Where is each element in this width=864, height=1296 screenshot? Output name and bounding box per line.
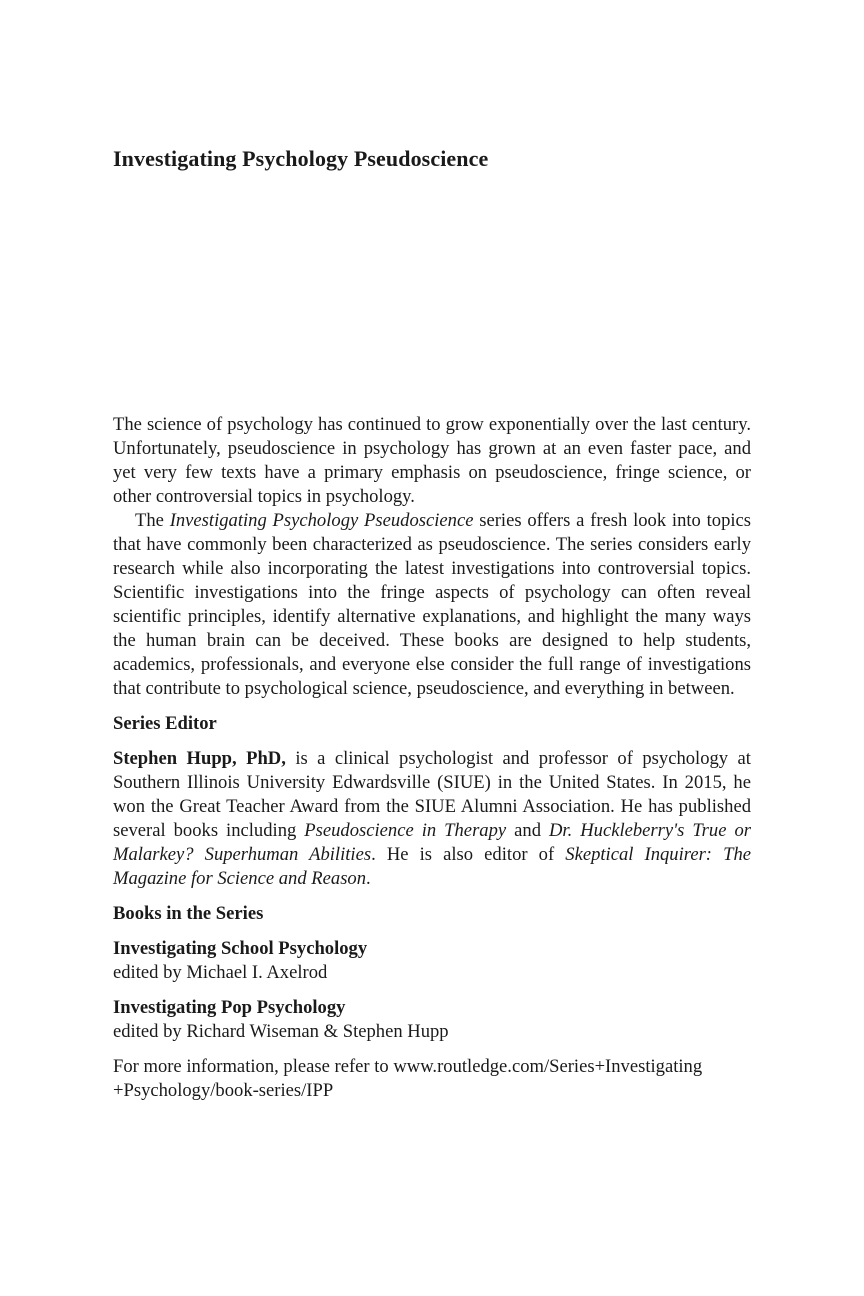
editor-magazine: Skeptical Inquirer: The Magazine for Science and Reason (113, 844, 751, 889)
book-entry (113, 937, 751, 985)
editor-bio-part-1: is a clinical psychologist and professor of psychology at Southern Illinois University Edwardsville (SIUE) in the United States. In 2015, he won the Great Teacher Award from the SIUE Alumni Association. He has published several books including (113, 748, 751, 841)
series-title: Investigating Psychology Pseudoscience (113, 146, 489, 171)
book-editor: edited by Michael I. Axelrod (113, 962, 328, 983)
editor-bio-part-4: . (366, 868, 371, 889)
editor-bio-part-3: . He is also editor of (371, 844, 566, 865)
book-entry (113, 996, 751, 1044)
editor-book-2: Dr. Huckleberry's True or Malarkey? Superhuman Abilities (113, 820, 751, 865)
books-in-series-heading: Books in the Series (113, 903, 264, 924)
series-description (113, 413, 751, 1103)
editor-name: Stephen Hupp, PhD, (113, 748, 286, 769)
intro-paragraph-1: The science of psychology has continued to grow exponentially over the last century. Unfortunately, pseudoscience in psychology has grown at an even faster pace, and yet very few texts have a primary emphasis on pseudoscience, fringe science, or other controversial topics in psychology. (113, 414, 751, 507)
book-title: Investigating School Psychology (113, 938, 368, 959)
more-info-line-2: +Psychology/book-series/IPP (113, 1080, 334, 1101)
series-name-italic: Investigating Psychology Pseudoscience (169, 510, 474, 531)
book-title: Investigating Pop Psychology (113, 997, 346, 1018)
editor-book-1: Pseudoscience in Therapy (304, 820, 507, 841)
intro-paragraph-2 (113, 509, 751, 701)
series-editor-heading: Series Editor (113, 713, 217, 734)
editor-bio-part-2: and (506, 820, 549, 841)
series-editor-bio (113, 747, 751, 891)
more-info (113, 1055, 751, 1103)
more-info-line-1: For more information, please refer to www.routledge.com/Series+Investigating (113, 1056, 703, 1077)
intro-paragraph-2-rest: series offers a fresh look into topics that have commonly been characterized as pseudoscience. The series considers early research while also incorporating the latest investigations into controversial topics. Scientific investigations into the fringe aspects of psychology can often reveal scientific principles, identify alternative explanations, and highlight the many ways the human brain can be deceived. These books are designed to help students, academics, professionals, and everyone else consider the full range of investigations that contribute to psychological science, pseudoscience, and everything in between. (113, 510, 752, 699)
intro-paragraph-2-lead: The (135, 510, 170, 531)
book-editor: edited by Richard Wiseman & Stephen Hupp (113, 1021, 449, 1042)
